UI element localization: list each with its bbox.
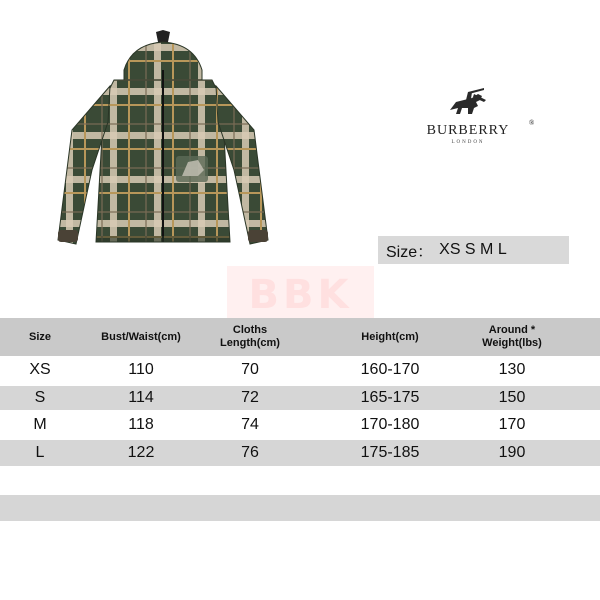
header-bust-waist: Bust/Waist(cm): [101, 330, 181, 343]
cell-length: 76: [241, 444, 259, 461]
header-size: Size: [28, 330, 51, 343]
cell-weight: 190: [498, 444, 526, 461]
product-jacket-image: [52, 30, 274, 258]
available-sizes-bar: [378, 236, 569, 264]
cell-bust-waist: 122: [127, 444, 155, 461]
sizes-label: Size：: [386, 243, 434, 261]
sizes-value: XS S M L: [439, 241, 507, 258]
cell-size: M: [33, 416, 47, 433]
table-row: [0, 440, 600, 466]
cell-length: 74: [241, 416, 259, 433]
brand-logo: [398, 88, 538, 152]
cell-weight: 130: [498, 361, 526, 378]
brand-name: BURBERRY: [426, 123, 510, 138]
footer-band: [0, 495, 600, 521]
cell-height: 175-185: [360, 444, 420, 461]
cell-size: L: [35, 444, 45, 461]
cell-height: 170-180: [360, 416, 420, 433]
brand-city: LONDON: [451, 140, 485, 145]
header-height: Height(cm): [361, 330, 419, 343]
cell-bust-waist: 110: [128, 361, 154, 378]
cell-size: S: [34, 389, 46, 406]
cell-length: 70: [241, 361, 259, 378]
cell-weight: 170: [498, 416, 526, 433]
cell-bust-waist: 114: [128, 389, 154, 406]
cell-weight: 150: [498, 389, 526, 406]
table-row: [0, 386, 600, 410]
cell-length: 72: [241, 389, 259, 406]
table-header-row: [0, 318, 600, 356]
registered-mark: ®: [529, 119, 535, 127]
cell-height: 160-170: [360, 361, 420, 378]
header-weight: Around * Weight(lbs): [482, 324, 542, 349]
cell-bust-waist: 118: [128, 416, 154, 433]
table-row: [0, 412, 600, 438]
cell-height: 165-175: [360, 389, 420, 406]
cell-size: XS: [29, 361, 51, 378]
table-row: [0, 356, 600, 384]
header-cloths-length: Cloths Length(cm): [220, 324, 280, 349]
watermark: BBK: [227, 266, 374, 324]
